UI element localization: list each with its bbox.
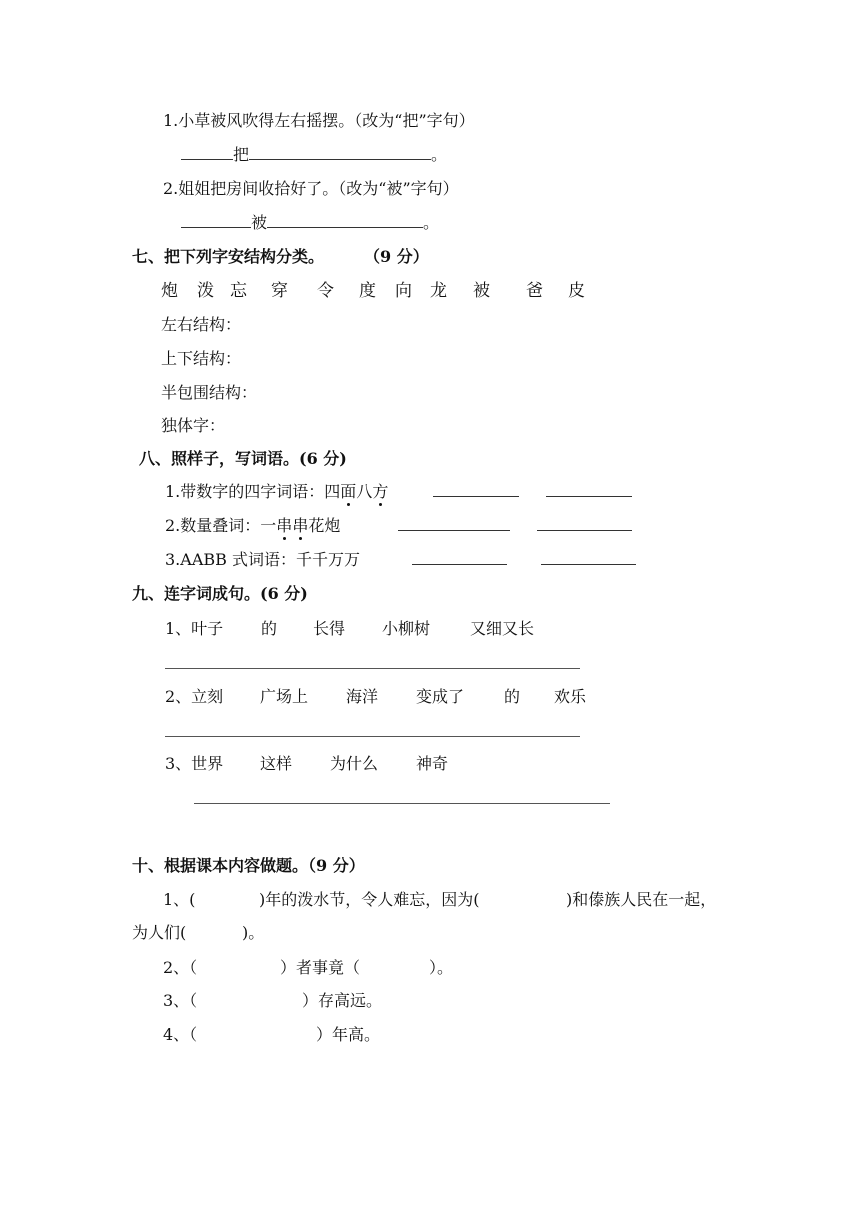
answer-blank[interactable] <box>181 145 233 160</box>
rewrite-answer-1: 把 。 <box>181 144 447 166</box>
rewrite-question-2: 2.姐姐把房间收拾好了。（改为“被”字句） <box>163 179 459 198</box>
word-answer-blank[interactable] <box>541 550 636 565</box>
word-item-2: 2.数量叠词：一串串花炮 <box>165 516 341 535</box>
section-7-heading: 七、把下列字安结构分类。 （9 分） <box>132 247 429 266</box>
rewrite-answer-2: 被 。 <box>181 212 439 234</box>
category-left-right: 左右结构： <box>161 315 242 334</box>
category-top-bottom: 上下结构： <box>161 349 242 368</box>
sentence-answer-line-3[interactable] <box>194 803 610 804</box>
word-answer-blank[interactable] <box>398 516 510 531</box>
section-8-heading: 八、照样子，写词语。(6 分) <box>139 449 347 468</box>
word-answer-blank[interactable] <box>433 482 519 497</box>
word-answer-blank[interactable] <box>537 516 632 531</box>
sentence-answer-line-2[interactable] <box>165 736 580 737</box>
rewrite-question-1: 1.小草被风吹得左右摇摆。（改为“把”字句） <box>163 111 475 130</box>
answer-blank[interactable] <box>181 213 251 228</box>
answer-blank[interactable] <box>249 145 431 160</box>
sentence-answer-line-1[interactable] <box>165 668 580 669</box>
category-single: 独体字： <box>161 416 226 435</box>
word-item-1: 1.带数字的四字词语：四面八方 <box>165 482 389 501</box>
answer-blank[interactable] <box>267 213 423 228</box>
word-answer-blank[interactable] <box>412 550 507 565</box>
word-answer-blank[interactable] <box>546 482 632 497</box>
section-9-heading: 九、连字词成句。(6 分) <box>132 584 308 603</box>
word-item-3: 3.AABB 式词语：千千万万 <box>165 550 360 569</box>
category-half-enclosed: 半包围结构： <box>161 383 258 402</box>
section-10-heading: 十、根据课本内容做题。（9 分） <box>132 856 365 875</box>
